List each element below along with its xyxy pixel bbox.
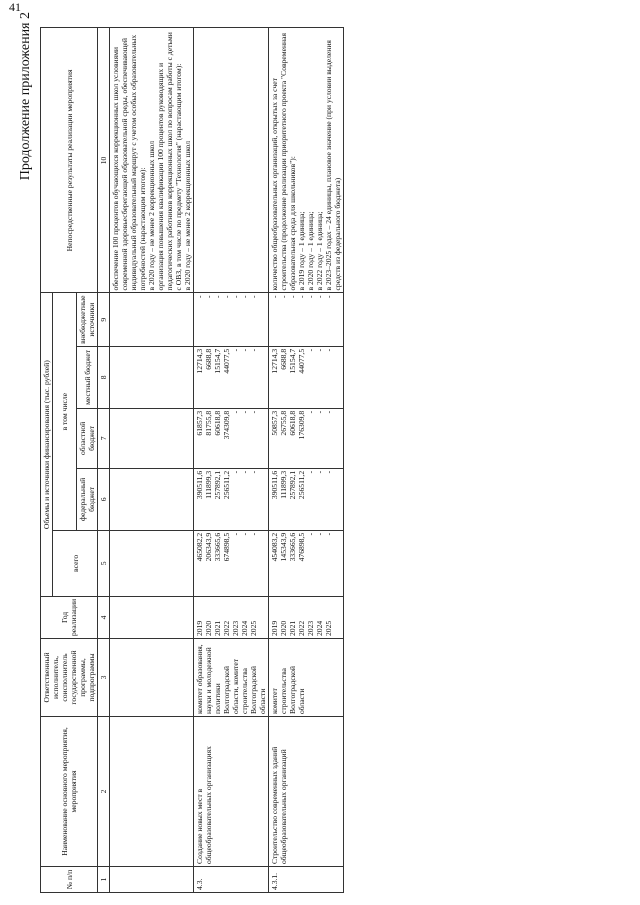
regional-value: - [306, 410, 315, 414]
total-value: 206343,9 [204, 532, 213, 562]
total-value: - [249, 532, 258, 536]
row-local [269, 346, 344, 408]
row-local [110, 346, 194, 408]
federal-value: - [306, 470, 315, 474]
federal-value: 390511,6 [270, 470, 279, 500]
col-number: 9 [98, 293, 110, 346]
header-local: местный бюджет [77, 346, 98, 408]
regional-value: 60618,8 [213, 410, 222, 436]
offbudget-value: - [204, 295, 213, 298]
row-name: Создание новых мест в общеобразовательных организациях [194, 717, 269, 867]
row-name [110, 717, 194, 867]
row-federal [269, 468, 344, 530]
regional-value: 26755,8 [279, 410, 288, 436]
federal-value: - [249, 470, 258, 474]
local-value: - [249, 348, 258, 352]
col-number: 3 [98, 639, 110, 717]
row-years [194, 596, 269, 638]
total-value: 476898,5 [297, 532, 306, 562]
col-number: 4 [98, 596, 110, 638]
row-name: Строительство современных зданий общеобразовательных организаций [269, 717, 344, 867]
total-value: - [240, 532, 249, 536]
local-value: 44077,5 [222, 348, 231, 374]
regional-value: - [249, 410, 258, 414]
result-text: обеспечение 100 процентов обучающихся коррекционных школ условиями современной здоровьесберегающей образовательной среды, обеспечивающей индивидуальный образовательный маршрут с учетом особых образовательных потребностей (нарастающим итогом): [111, 34, 147, 291]
federal-value: - [231, 470, 240, 474]
header-name: Наименование основного мероприятия, мероприятия [41, 717, 98, 867]
header-year: Год реализации [41, 596, 98, 638]
total-value: 333665,6 [213, 532, 222, 562]
col-number: 1 [98, 867, 110, 893]
offbudget-value: - [279, 295, 288, 298]
regional-value: - [240, 410, 249, 414]
total-value: - [315, 532, 324, 536]
local-value: - [324, 348, 333, 352]
result-text: в 2019 году – 1 единица; [297, 211, 306, 291]
offbudget-value: - [222, 295, 231, 298]
table-row [194, 28, 269, 893]
offbudget-value: - [249, 295, 258, 298]
regional-value: - [324, 410, 333, 414]
total-value: - [231, 532, 240, 536]
row-results [194, 28, 269, 293]
federal-value: 256511,2 [297, 470, 306, 500]
row-num [110, 867, 194, 893]
row-regional [110, 408, 194, 468]
federal-value: 257892,1 [213, 470, 222, 500]
row-local [194, 346, 269, 408]
offbudget-value: - [270, 295, 279, 298]
offbudget-value: - [240, 295, 249, 298]
years-value: 2024 [240, 620, 249, 636]
col-number: 10 [98, 28, 110, 293]
years-value: 2019 [195, 620, 204, 636]
years-value: 2023 [306, 620, 315, 636]
local-value: - [231, 348, 240, 352]
row-total [269, 530, 344, 596]
total-value: - [306, 532, 315, 536]
row-results [110, 28, 194, 293]
regional-value: 81755,8 [204, 410, 213, 436]
header-executor: Ответственный исполнитель, соисполнитель государственной программы, подпрограммы [41, 639, 98, 717]
header-results: Непосредственные результаты реализации мероприятия [41, 28, 98, 293]
col-number: 8 [98, 346, 110, 408]
col-number: 6 [98, 468, 110, 530]
table-row [110, 28, 194, 893]
header-regional: областной бюджет [77, 408, 98, 468]
years-value: 2023 [231, 620, 240, 636]
total-value: - [324, 532, 333, 536]
total-value: 454083,2 [270, 532, 279, 562]
header-offbudget: внебюджетные источники [77, 293, 98, 346]
offbudget-value: - [288, 295, 297, 298]
row-num: 4.3.1. [269, 867, 344, 893]
row-regional [269, 408, 344, 468]
continuation-title: Продолжение приложения 2 [18, 12, 33, 181]
local-value: 44077,5 [297, 348, 306, 374]
col-number: 2 [98, 717, 110, 867]
funding-table [40, 27, 344, 893]
offbudget-value: - [195, 295, 204, 298]
local-value: 12714,3 [270, 348, 279, 374]
local-value: 12714,3 [195, 348, 204, 374]
local-value: - [315, 348, 324, 352]
result-text: в 2020 году – не менее 2 коррекционных школ [147, 140, 156, 291]
federal-value: 111899,3 [279, 470, 288, 499]
years-value: 2019 [270, 620, 279, 636]
offbudget-value: - [297, 295, 306, 298]
result-text: организация повышения квалификации 100 процентов руководящих и педагогических работников коррекционных школ по вопросам работы с детьми с ОВЗ, в том числе по предмету "Технология" (нарастающим итогом): [156, 32, 183, 291]
offbudget-value: - [231, 295, 240, 298]
offbudget-value: - [306, 295, 315, 298]
regional-value: 50857,3 [270, 410, 279, 436]
row-years [110, 596, 194, 638]
result-text: в 2020 году – 1 единица; [306, 211, 315, 291]
local-value: - [306, 348, 315, 352]
result-text: в 2023–2025 годах – 24 единицы, плановое значение (при условии выделения средств из федерального бюджета) [324, 40, 342, 291]
years-value: 2021 [288, 620, 297, 636]
regional-value: 176309,8 [297, 410, 306, 440]
local-value: 6688,8 [204, 348, 213, 370]
header-num: № п/п [41, 867, 98, 893]
result-text: в 2020 году – не менее 2 коррекционных школ [183, 140, 192, 291]
header-funding: Объемы и источники финансирования (тыс. рублей) [41, 293, 53, 596]
years-value: 2025 [249, 620, 258, 636]
federal-value: - [315, 470, 324, 474]
local-value: 6688,8 [279, 348, 288, 370]
row-federal [110, 468, 194, 530]
header-including: в том числе [53, 293, 77, 530]
local-value: - [240, 348, 249, 352]
row-total [110, 530, 194, 596]
total-value: 674898,5 [222, 532, 231, 562]
total-value: 465082,2 [195, 532, 204, 562]
header-total: всего [53, 530, 98, 596]
regional-value: 60618,8 [288, 410, 297, 436]
row-executor: комитет образования, науки и молодежной политики Волгоградской области, комитет строительства Волгоградской области [194, 639, 269, 717]
row-regional [194, 408, 269, 468]
years-value: 2025 [324, 620, 333, 636]
row-offbudget [269, 293, 344, 346]
table-row [269, 28, 344, 893]
federal-value: - [324, 470, 333, 474]
years-value: 2022 [222, 620, 231, 636]
page-number: 41 [9, 0, 21, 14]
local-value: 15154,7 [213, 348, 222, 374]
regional-value: 374309,8 [222, 410, 231, 440]
federal-value: 111899,3 [204, 470, 213, 499]
row-executor: комитет строительства Волгоградской области [269, 639, 344, 717]
years-value: 2021 [213, 620, 222, 636]
row-results [269, 28, 344, 293]
years-value: 2022 [297, 620, 306, 636]
offbudget-value: - [213, 295, 222, 298]
header-federal: федеральный бюджет [77, 468, 98, 530]
years-value: 2024 [315, 620, 324, 636]
row-total [194, 530, 269, 596]
local-value: 15154,7 [288, 348, 297, 374]
row-years [269, 596, 344, 638]
total-value: 333665,6 [288, 532, 297, 562]
table-body [110, 28, 344, 893]
result-text: в 2022 году – 1 единица; [315, 211, 324, 291]
column-numbers-row [98, 28, 110, 893]
row-executor [110, 639, 194, 717]
federal-value: 257892,1 [288, 470, 297, 500]
federal-value: 256511,2 [222, 470, 231, 500]
col-number: 5 [98, 530, 110, 596]
offbudget-value: - [315, 295, 324, 298]
years-value: 2020 [279, 620, 288, 636]
row-offbudget [110, 293, 194, 346]
row-offbudget [194, 293, 269, 346]
regional-value: 61857,3 [195, 410, 204, 436]
regional-value: - [315, 410, 324, 414]
federal-value: - [240, 470, 249, 474]
offbudget-value: - [324, 295, 333, 298]
result-text: количество общеобразовательных организаций, открытых за счет строительства (продолжение реализации приоритетного проекта "Современная образовательная среда для школьников"): [270, 33, 297, 291]
row-num: 4.3. [194, 867, 269, 893]
total-value: 145343,9 [279, 532, 288, 562]
years-value: 2020 [204, 620, 213, 636]
federal-value: 390511,6 [195, 470, 204, 500]
col-number: 7 [98, 408, 110, 468]
regional-value: - [231, 410, 240, 414]
row-federal [194, 468, 269, 530]
